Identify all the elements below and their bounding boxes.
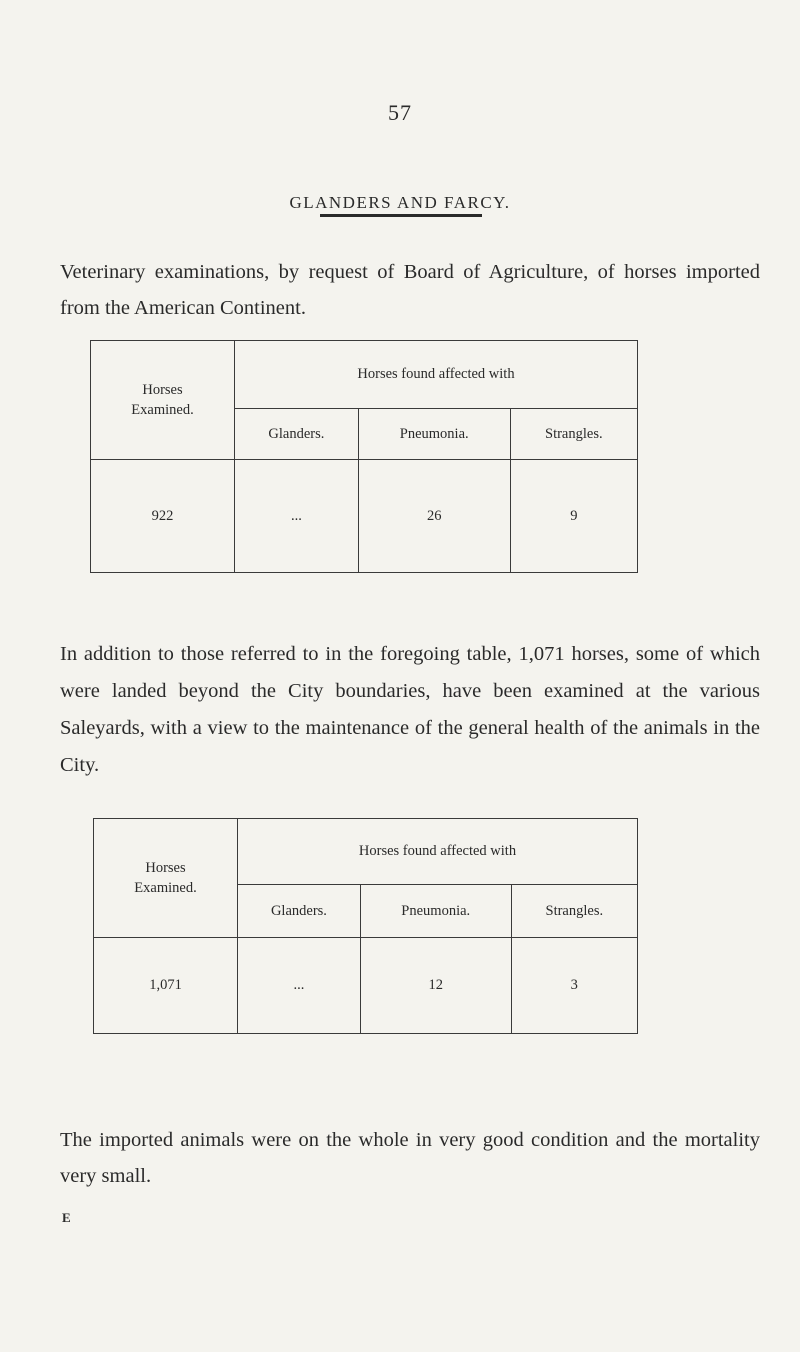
- table-saleyard-horses: [93, 818, 638, 1034]
- middle-paragraph: In addition to those referred to in the foregoing table, 1,071 horses, some of which were landed beyond the City boundaries, have been examined at the various Saleyards, with a view to the maintenance of the general health of the animals in the City.: [60, 643, 760, 776]
- header-strangles: Strangles.: [511, 885, 637, 938]
- header-pneumonia: Pneumonia.: [360, 885, 511, 938]
- table-row: [94, 938, 638, 1034]
- cell-examined: 1,071: [94, 938, 238, 1034]
- cell-glanders: ...: [235, 460, 359, 573]
- cell-strangles: 9: [510, 460, 637, 573]
- intro-paragraph: Veterinary examinations, by request of Board of Agriculture, of horses imported from the American Continent.: [60, 261, 760, 319]
- title-underline: [320, 214, 482, 217]
- cell-pneumonia: 12: [360, 938, 511, 1034]
- table-row: [91, 460, 638, 573]
- header-glanders: Glanders.: [238, 885, 361, 938]
- header-affected-with: Horses found affected with: [235, 341, 638, 409]
- cell-glanders: ...: [238, 938, 361, 1034]
- signature-mark: E: [62, 1210, 71, 1225]
- page-number: 57: [388, 100, 412, 125]
- header-horses-line1: Horses: [145, 860, 186, 876]
- header-affected-with: Horses found affected with: [238, 819, 638, 885]
- header-pneumonia: Pneumonia.: [358, 409, 510, 460]
- page-title: GLANDERS AND FARCY.: [289, 193, 511, 212]
- cell-strangles: 3: [511, 938, 637, 1034]
- header-glanders: Glanders.: [235, 409, 359, 460]
- cell-examined: 922: [91, 460, 235, 573]
- header-horses-examined: [94, 819, 238, 938]
- table-imported-horses: [90, 340, 638, 573]
- header-examined-line2: Examined.: [134, 880, 197, 896]
- header-examined-line2: Examined.: [131, 402, 194, 418]
- cell-pneumonia: 26: [358, 460, 510, 573]
- header-horses-line1: Horses: [142, 382, 183, 398]
- closing-paragraph: The imported animals were on the whole in very good condition and the mortality very small.: [60, 1129, 760, 1187]
- header-strangles: Strangles.: [510, 409, 637, 460]
- header-horses-examined: [91, 341, 235, 460]
